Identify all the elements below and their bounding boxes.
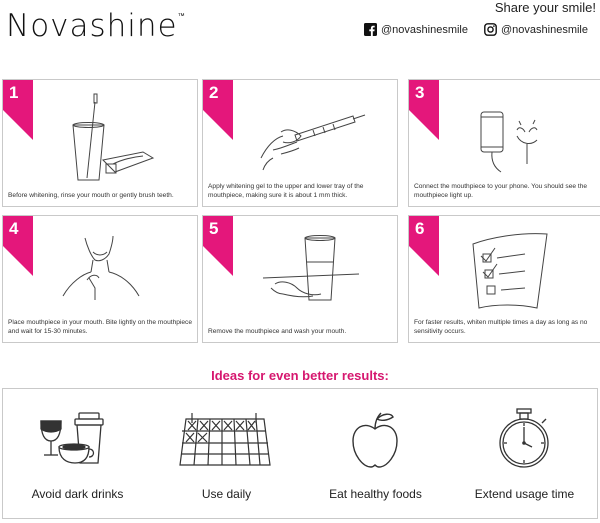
- step-instruction: For faster results, whiten multiple times a day as long as no sensitivity occurs.: [414, 319, 588, 335]
- brand-logo: [6, 8, 186, 44]
- step-card-1: [2, 79, 198, 207]
- idea-label: Extend usage time: [474, 487, 575, 501]
- idea-use-daily: [152, 389, 301, 518]
- step-instruction: Before whitening, rinse your mouth or gently brush teeth.: [8, 191, 174, 199]
- step-instruction: Connect the mouthpiece to your phone. You should see the mouthpiece light up.: [414, 183, 588, 199]
- ideas-panel: [2, 388, 598, 519]
- logo-text: Novashine: [6, 8, 178, 44]
- step-number: 5: [209, 219, 219, 238]
- step-card-2: [202, 79, 398, 207]
- drinks-icon: [3, 389, 152, 484]
- stopwatch-icon: [450, 389, 599, 484]
- idea-label: Avoid dark drinks: [31, 487, 124, 501]
- step-number: 1: [9, 83, 19, 102]
- idea-label: Eat healthy foods: [329, 487, 422, 501]
- idea-eat-healthy-foods: [301, 389, 450, 518]
- instagram-handle: @novashinesmile: [501, 23, 588, 36]
- facebook-link[interactable]: [364, 23, 468, 36]
- step-card-4: [2, 215, 198, 343]
- idea-extend-usage-time: [450, 389, 599, 518]
- trademark-symbol: ™: [177, 12, 186, 20]
- apple-icon: [301, 389, 450, 484]
- share-tagline: Share your smile!: [494, 0, 596, 15]
- calendar-icon: [152, 389, 301, 484]
- step-number: 4: [9, 219, 19, 238]
- step-instruction: Apply whitening gel to the upper and lower tray of the mouthpiece, making sure it is about 1 mm thick.: [208, 183, 364, 199]
- ideas-title: Ideas for even better results:: [211, 368, 389, 383]
- step-card-3: [408, 79, 600, 207]
- instagram-icon: [484, 23, 497, 36]
- step-instruction: Place mouthpiece in your mouth. Bite lightly on the mouthpiece and wait for 15-30 minutes.: [8, 319, 192, 335]
- idea-avoid-dark-drinks: [3, 389, 152, 518]
- step-number: 3: [415, 83, 425, 102]
- step-number: 2: [209, 83, 219, 102]
- step-card-5: [202, 215, 398, 343]
- facebook-handle: @novashinesmile: [381, 23, 468, 36]
- facebook-icon: [364, 23, 377, 36]
- step-card-6: [408, 215, 600, 343]
- step-instruction: Remove the mouthpiece and wash your mouth.: [208, 327, 347, 335]
- instagram-link[interactable]: [484, 23, 588, 36]
- idea-label: Use daily: [201, 487, 252, 501]
- step-number: 6: [415, 219, 425, 238]
